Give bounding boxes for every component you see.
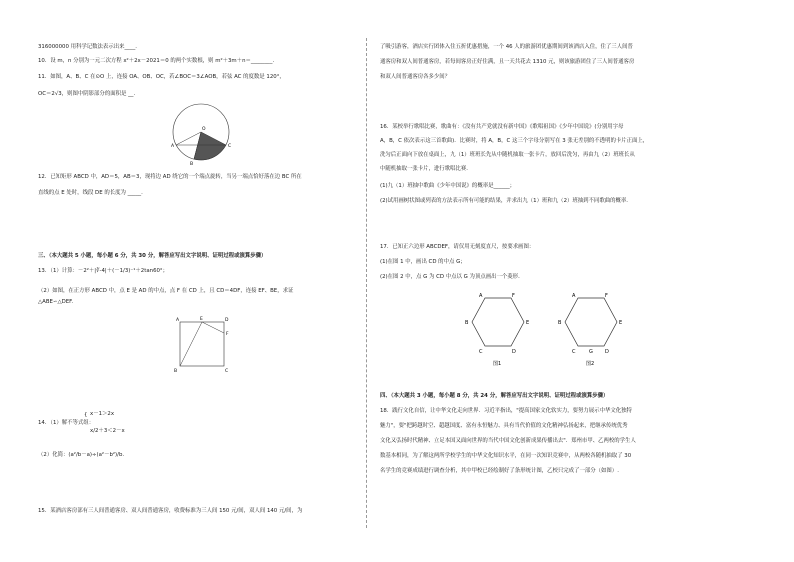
question-13-part2-line1: （2）如图，在正方形 ABCD 中，点 E 是 AD 的中点，点 F 在 CD 上，且 CD＝4DF，连接 EF、BE，求证 [38, 288, 294, 294]
square-figure [170, 314, 232, 376]
question-17-part2: (2)在图 2 中，点 G 为 CD 中点以 G 为顶点画出一个菱形． [380, 274, 524, 280]
question-16-line1: 16．某校举行歌唱比赛，歌曲有：《没有共产党就没有新中国》《歌唱祖国》《少年中国说》(分别用字母 [380, 124, 624, 130]
hexagon-figure-2 [553, 288, 633, 368]
question-16-part1: (1)九（1）班抽中歌曲《少年中国说》的概率是______； [380, 183, 516, 189]
label-g: G [589, 349, 593, 355]
question-13-part1: 13．（1）计算：－2²＋|∛-4|＋(－1/3)⁻¹＋2tan60°； [38, 268, 169, 274]
text-line: 316000000 用科学记数法表示出来____. [38, 44, 137, 50]
label-f: F [226, 332, 229, 337]
question-13-part2-line2: △ABE∽△DEF. [38, 299, 74, 305]
question-15: 15．某酒店客房部有三人间普通客房、双人间普通客房，收费标准为三人间 150 元/间，双人间 140 元/间，为 [38, 508, 303, 514]
figure-2-caption: 图2 [586, 361, 595, 367]
label-d: D [512, 349, 516, 355]
question-14-part2: （2）化简：(a²/b－a)÷(a²－b²)/b. [38, 452, 125, 458]
question-11-line2: OC＝2√3，则图中阴影部分的面积是 __. [38, 91, 136, 97]
hexagon-abcdef [565, 298, 617, 346]
question-15-cont-3: 和双人间普通客房各多少间？ [380, 74, 451, 80]
label-d: D [605, 349, 609, 355]
inequality-2: x/2＋3＜2－x [90, 428, 125, 434]
label-e: E [200, 317, 203, 322]
shaded-sector [194, 132, 226, 160]
segment-ef [202, 322, 224, 333]
section-3-heading: 三、（本大题共 5 小题，每小题 6 分，共 30 分，解答应写出文字说明、证明过程或演算步骤） [38, 253, 267, 259]
section-4-heading: 四、（本大题共 3 小题，每小题 8 分，共 24 分，解答应写出文字说明、证明过程或演算步骤） [380, 393, 609, 399]
label-c: C [225, 369, 229, 374]
question-14-part1: 14．（1）解不等式组： [38, 420, 95, 426]
inequality-1: x－1＞2x [90, 411, 115, 417]
label-a: A [176, 318, 180, 323]
question-16-part2: (2)试用画树状图或列表的方法表示所有可能的结果，并求出九（1）班和九（2）班抽到不同歌曲的概率． [380, 198, 632, 204]
question-12-line2: 直线的点 E 处时，线段 DE 的长度为 _____. [38, 190, 143, 196]
label-a: A [479, 293, 483, 299]
label-a: A [572, 293, 576, 299]
label-o: O [202, 127, 206, 132]
label-b: B [465, 320, 469, 326]
circle-figure [166, 100, 236, 170]
label-f: F [605, 293, 608, 299]
question-17-part1: (1)在图 1 中，画出 CD 的中点 G； [380, 259, 466, 265]
segment-be [180, 322, 202, 366]
inequality-brace: { [84, 412, 88, 418]
question-18-line4: 数基本相同，为了解这两所学校学生的中华文化知识水平，在同一次知识竞赛中，从两校各随机抽取了 30 [380, 453, 632, 459]
question-15-cont-1: 了吸引游客，酒店实行团体入住五折优惠措施，一个 46 人的旅游团优惠期间到该酒店入住，住了三人间普 [380, 44, 633, 50]
label-c: C [572, 349, 576, 355]
question-15-cont-2: 通客房和双人间普通客房，若每间客房正好住满，且一天共花去 1310 元，则该旅游团住了三人间普通客房 [380, 59, 635, 65]
question-18-line3: 文化又弘扬时代精神、立足本国又面向世界的当代中国文化创新成果传播出去"．郑州市甲、乙两校的学生人 [380, 438, 636, 444]
label-d: D [225, 318, 229, 323]
question-18-line1: 18．践行文化自信，让中华文化走向世界．习近平指出，"提高国家文化软实力，要努力展示中华文化独特 [380, 408, 632, 414]
label-a: A [171, 144, 175, 149]
column-divider [366, 38, 367, 528]
label-e: E [526, 320, 530, 326]
question-10: 10．设 m，n 分别为一元二次方程 x²＋2x－2021＝0 的两个实数根，则 m²＋3m＋n＝________. [38, 58, 275, 64]
question-16-line2: A，B，C 依次表示这三首歌曲)．比赛时，将 A，B，C 这三个字母分别写在 3 张无差别的不透明的卡片正面上， [380, 138, 649, 144]
radius-line [176, 132, 201, 145]
hexagon-figure-1 [460, 288, 540, 368]
label-b: B [174, 369, 178, 374]
hexagon-abcdef [472, 298, 524, 346]
question-16-line3: 洗匀后正面向下放在桌面上，九（1）班班长先从中随机抽取一张卡片，放回后洗匀，再由九（2）班班长从 [380, 152, 635, 158]
question-18-line2: 魅力"，要"把跨越时空、超越国度、富有永恒魅力、具有当代价值的文化精神弘扬起来，把继承传统优秀 [380, 423, 628, 429]
question-12-line1: 12．已知矩形 ABCD 中，AD＝5，AB＝3，现将边 AD 绕它的一个端点旋转，当另一端点恰好落在边 BC 所在 [38, 174, 302, 180]
question-18-line5: 名学生的竞赛成绩进行调查分析，其中甲校已经绘制好了条形统计图，乙校只完成了一部分（如图）. [380, 468, 619, 474]
label-f: F [512, 293, 515, 299]
question-17: 17．已知正六边形 ABCDEF，请仅用无刻度直尺，按要求画图： [380, 244, 535, 250]
label-c: C [479, 349, 483, 355]
question-11-line1: 11．如图，A、B、C 在⊙O 上，连接 OA、OB、OC，若∠BOC＝3∠AOB，若弦 AC 的度数是 120°， [38, 74, 285, 80]
label-e: E [619, 320, 623, 326]
label-b: B [190, 162, 194, 167]
square-abcd [180, 322, 224, 366]
label-c: C [228, 144, 232, 149]
figure-1-caption: 图1 [493, 361, 502, 367]
label-b: B [558, 320, 562, 326]
question-16-line4: 中随机抽取一张卡片，进行歌唱比赛． [380, 166, 472, 172]
